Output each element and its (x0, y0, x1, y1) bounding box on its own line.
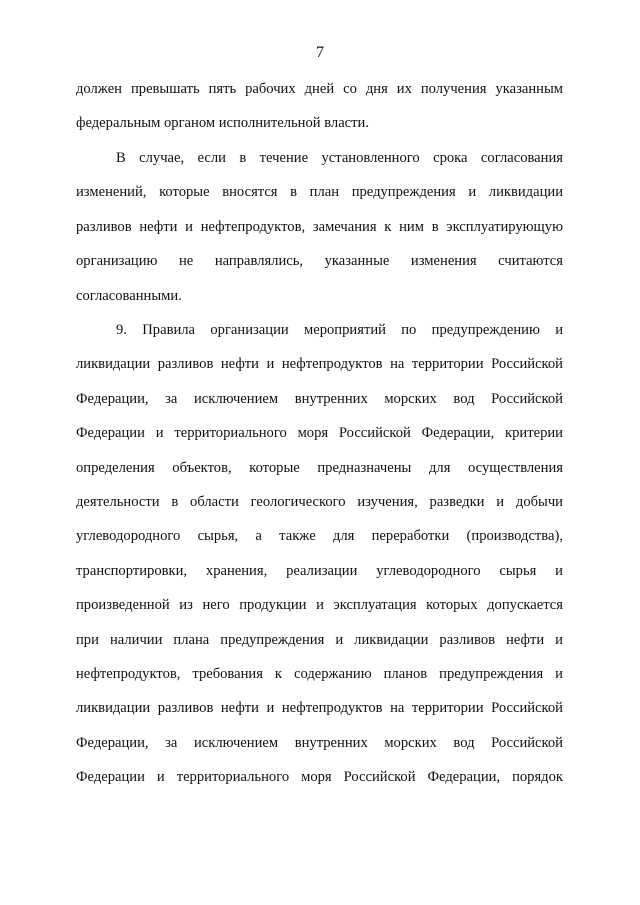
text-line: определения объектов, которые предназначены для осуществления (76, 459, 563, 476)
text-line: Федерации, за исключением внутренних морских вод Российской (76, 390, 563, 407)
text-line: произведенной из него продукции и эксплуатация которых допускается (76, 597, 563, 614)
text-line: при наличии плана предупреждения и ликвидации разливов нефти и (76, 631, 563, 648)
paragraph-approval (76, 148, 563, 320)
text-line: Федерации и территориального моря Российской Федерации, критерии (76, 425, 563, 442)
text-line: 9. Правила организации мероприятий по предупреждению и (116, 322, 563, 338)
text-line: согласованными. (76, 287, 182, 304)
text-line: В случае, если в течение установленного срока согласования (116, 150, 563, 166)
text-line: Федерации и территориального моря Российской Федерации, порядок (76, 769, 563, 786)
page-number: 7 (316, 44, 324, 61)
text-line: изменений, которые вносятся в план предупреждения и ликвидации (76, 184, 563, 201)
text-line: организацию не направлялись, указанные изменения считаются (76, 253, 563, 270)
text-line: ликвидации разливов нефти и нефтепродуктов на территории Российской (76, 700, 563, 717)
text-line: должен превышать пять рабочих дней со дня их получения указанным (76, 81, 563, 97)
paragraph-item-9 (76, 320, 563, 801)
text-line: федеральным органом исполнительной власти. (76, 115, 369, 132)
text-line: углеводородного сырья, а также для переработки (производства), (76, 528, 563, 545)
text-line: Федерации, за исключением внутренних морских вод Российской (76, 734, 563, 751)
text-line: ликвидации разливов нефти и нефтепродуктов на территории Российской (76, 356, 563, 373)
text-line: разливов нефти и нефтепродуктов, замечания к ним в эксплуатирующую (76, 218, 563, 235)
text-line: транспортировки, хранения, реализации углеводородного сырья и (76, 562, 563, 579)
paragraph-continuation (76, 79, 563, 148)
text-line: деятельности в области геологического изучения, разведки и добычи (76, 493, 563, 510)
text-line: нефтепродуктов, требования к содержанию планов предупреждения и (76, 665, 563, 682)
